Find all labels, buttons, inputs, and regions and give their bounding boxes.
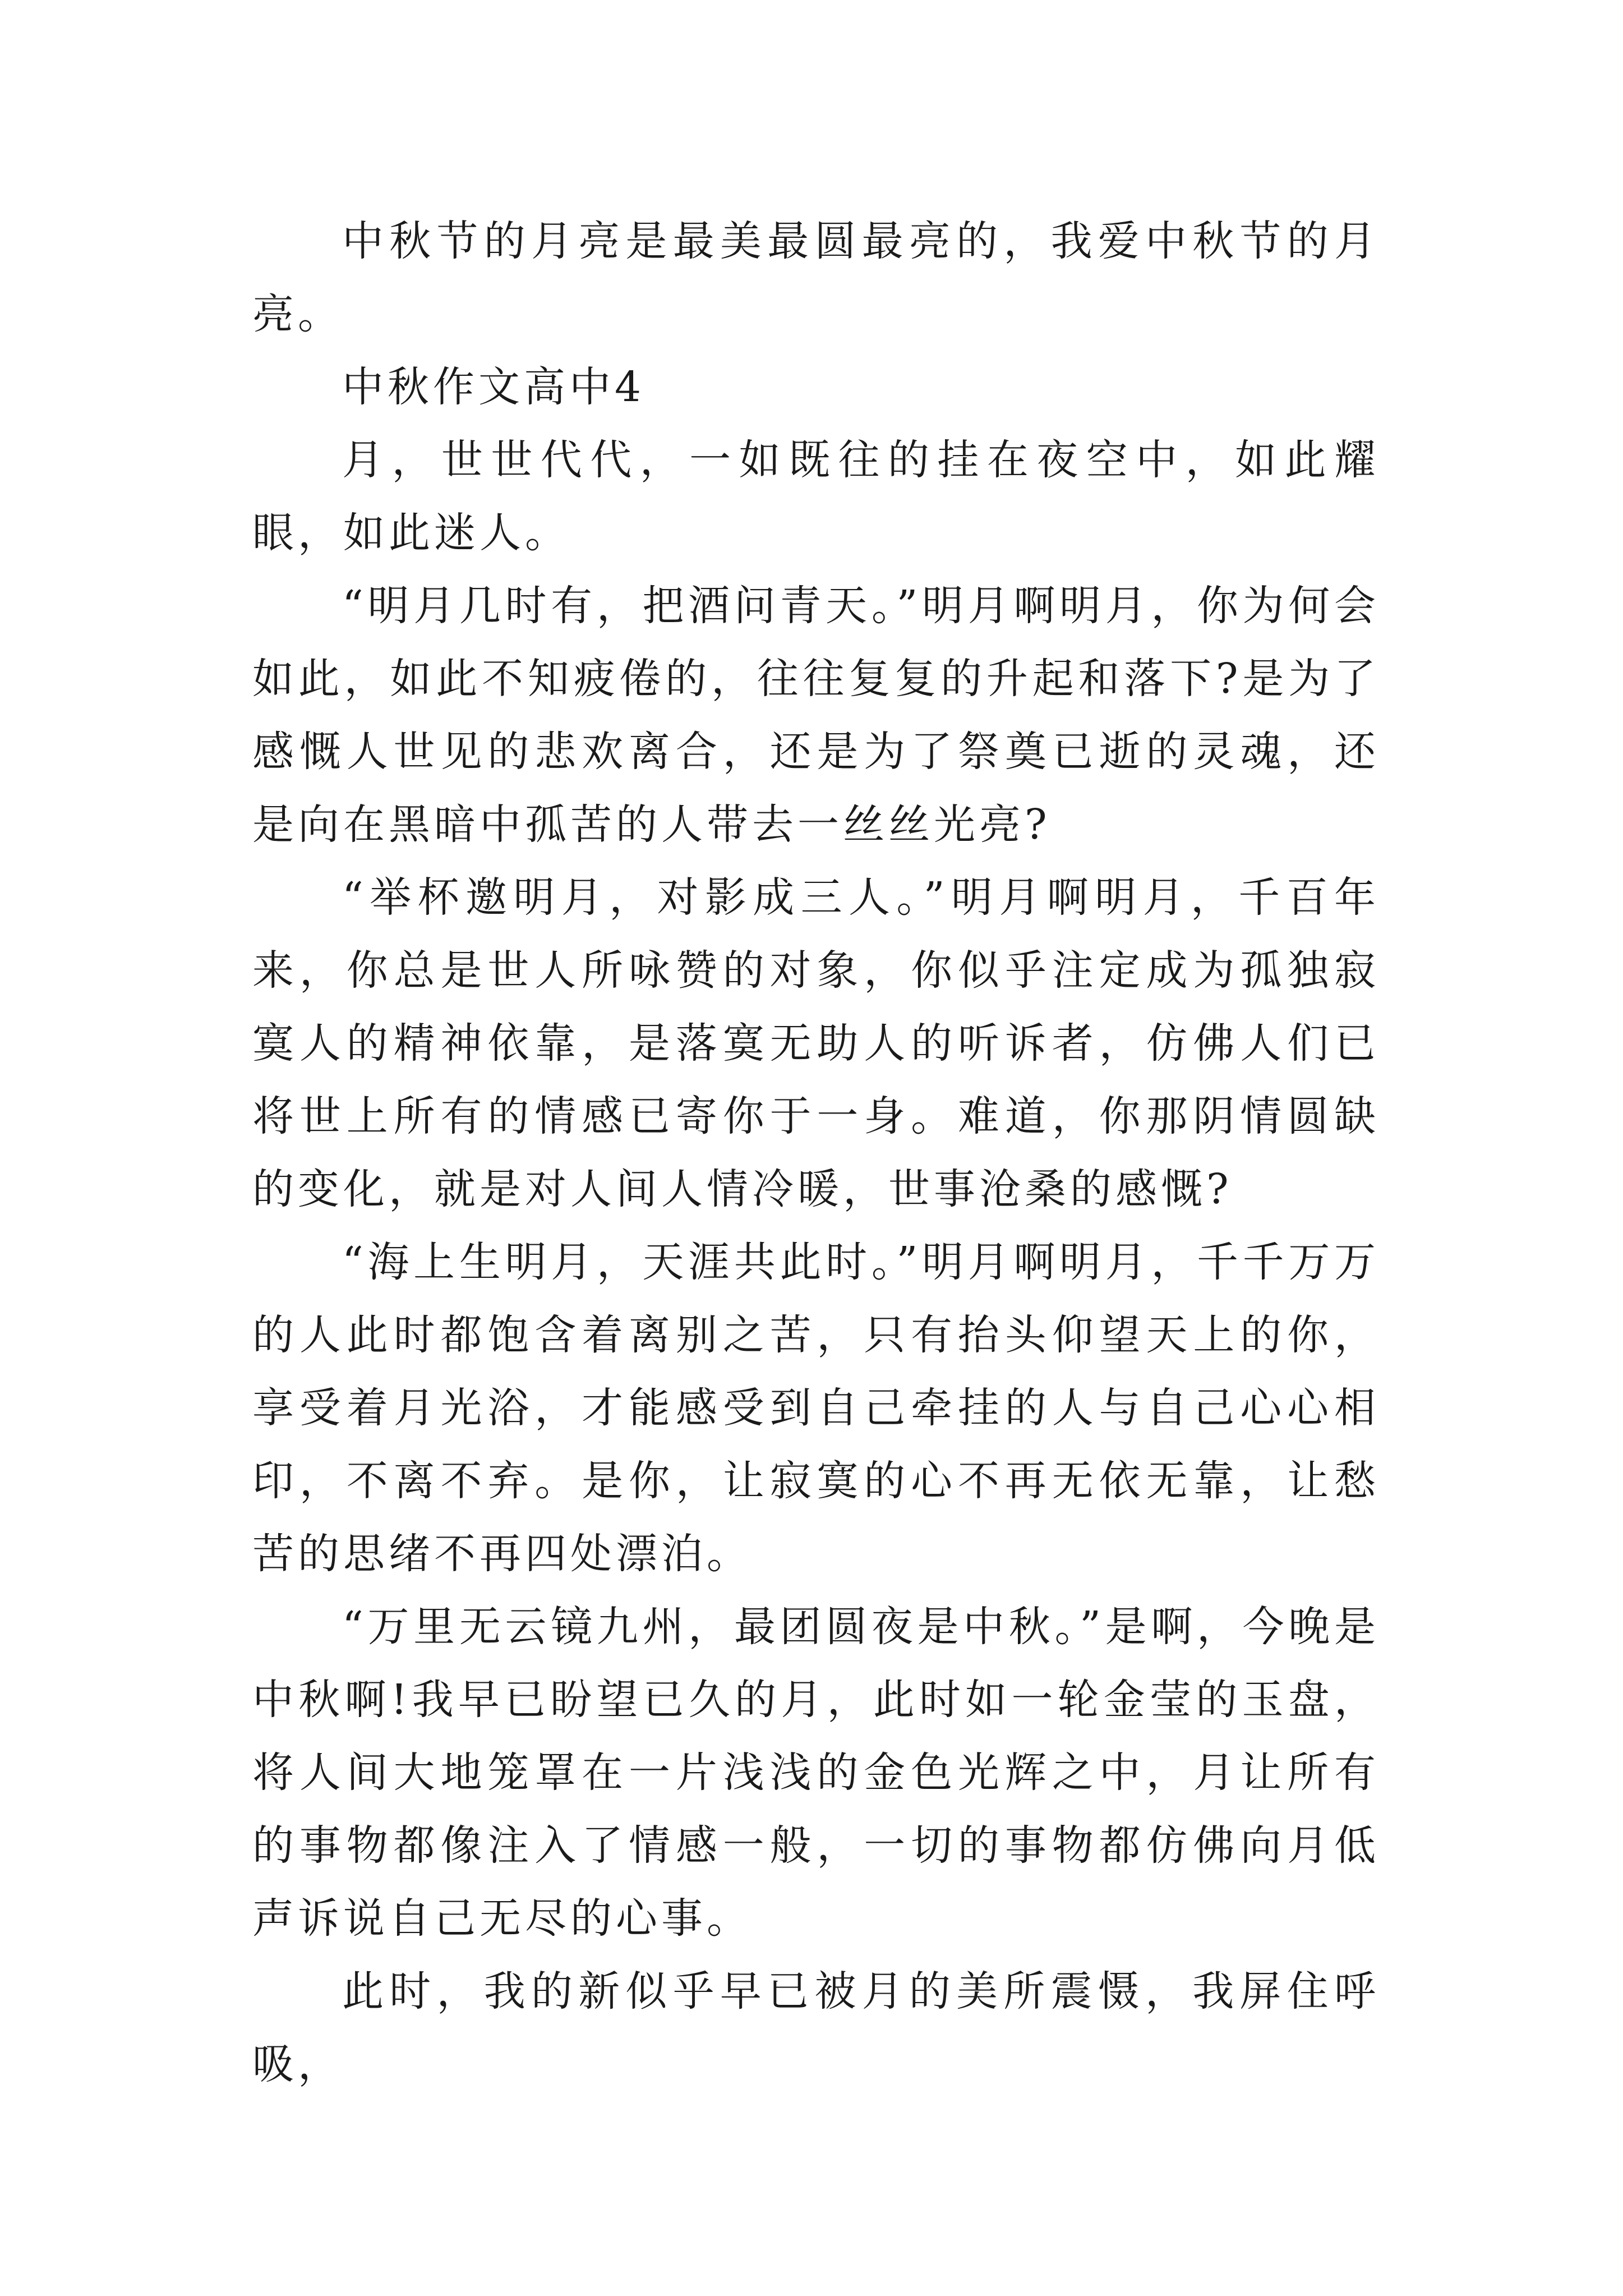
- paragraph-1: 中秋节的月亮是最美最圆最亮的，我爱中秋节的月亮。: [252, 217, 1380, 338]
- paragraph-7: 此时，我的新似乎早已被月的美所震慑，我屏住呼吸，: [252, 1967, 1380, 2088]
- paragraph-4: “举杯邀明月，对影成三人。”明月啊明月，千百年来，你总是世人所咏赞的对象，你似乎注定成为孤独寂寞人的精神依靠，是落寞无助人的听诉者，仿佛人们已将世上所有的情感已寄你于一身。难道，你那阴情圆缺的变化，就是对人间人情冷暖，世事沧桑的感慨?: [252, 873, 1380, 1213]
- paragraph-2: 月，世世代代，一如既往的挂在夜空中，如此耀眼，如此迷人。: [252, 436, 1380, 557]
- document-body: [252, 205, 1380, 2101]
- paragraph-5: “海上生明月，天涯共此时。”明月啊明月，千千万万的人此时都饱含着离别之苦，只有抬头仰望天上的你，享受着月光浴，才能感受到自己牵挂的人与自己心心相印，不离不弃。是你，让寂寞的心不再无依无靠，让愁苦的思绪不再四处漂泊。: [252, 1238, 1380, 1578]
- paragraph-3: “明月几时有，把酒问青天。”明月啊明月，你为何会如此，如此不知疲倦的，往往复复的升起和落下?是为了感慨人世见的悲欢离合，还是为了祭奠已逝的灵魂，还是向在黑暗中孤苦的人带去一丝丝光亮?: [252, 582, 1380, 849]
- paragraph-6: “万里无云镜九州，最团圆夜是中秋。”是啊，今晚是中秋啊!我早已盼望已久的月，此时如一轮金莹的玉盘，将人间大地笼罩在一片浅浅的金色光辉之中，月让所有的事物都像注入了情感一般，一切的事物都仿佛向月低声诉说自己无尽的心事。: [252, 1603, 1380, 1943]
- section-heading: 中秋作文高中4: [342, 363, 645, 411]
